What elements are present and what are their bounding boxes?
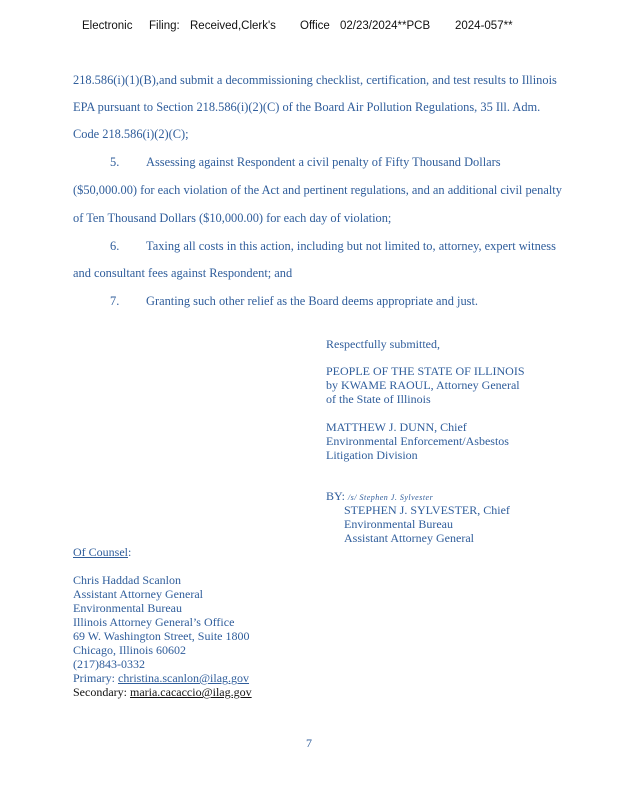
item-5-line-2: ($50,000.00) for each violation of the Act and pertinent regulations, and an additional civil penalty: [73, 183, 562, 197]
people-block: [326, 364, 525, 406]
of-counsel-heading-row: [73, 545, 131, 559]
people-line: PEOPLE OF THE STATE OF ILLINOIS: [326, 364, 525, 378]
item-7-line-1: Granting such other relief as the Board deems appropriate and just.: [146, 294, 479, 308]
secondary-label: Secondary:: [73, 685, 130, 699]
header-office: Office: [300, 20, 330, 32]
secondary-email-link[interactable]: maria.cacaccio@ilag.gov: [129, 685, 252, 699]
item-7-number: 7.: [110, 294, 120, 308]
respectfully-submitted: Respectfully submitted,: [326, 337, 440, 351]
item-6-number: 6.: [110, 239, 120, 253]
body-line-3: Code 218.586(i)(2)(C);: [73, 127, 189, 141]
counsel-bureau: Environmental Bureau: [73, 601, 182, 615]
item-5-number: 5.: [110, 155, 120, 169]
electronic-signature: /s/ Stephen J. Sylvester: [347, 493, 434, 502]
counsel-street: 69 W. Washington Street, Suite 1800: [73, 629, 250, 643]
body-line-1: 218.586(i)(1)(B),and submit a decommissioning checklist, certification, and test results to Illinois: [73, 73, 557, 87]
item-5-line-3: of Ten Thousand Dollars ($10,000.00) for each day of violation;: [73, 211, 392, 225]
counsel-block: [73, 573, 252, 699]
sylvester-line-1: STEPHEN J. SYLVESTER, Chief: [344, 503, 510, 517]
by-label: BY:: [326, 489, 345, 503]
body-line-2: EPA pursuant to Section 218.586(i)(2)(C) of the Board Air Pollution Regulations, 35 Ill. Adm.: [73, 100, 541, 114]
item-5-line-1: Assessing against Respondent a civil penalty of Fifty Thousand Dollars: [146, 155, 501, 169]
item-6-line-1: Taxing all costs in this action, including but not limited to, attorney, expert witness: [146, 239, 556, 253]
of-counsel-heading: Of Counsel: [73, 545, 128, 559]
dunn-line-3: Litigation Division: [326, 448, 418, 462]
item-6-line-2: and consultant fees against Respondent; and: [73, 266, 293, 280]
header-filing: Filing:: [149, 20, 180, 32]
primary-label: Primary:: [73, 671, 118, 685]
dunn-line-1: MATTHEW J. DUNN, Chief: [326, 420, 467, 434]
counsel-office: Illinois Attorney General’s Office: [73, 615, 235, 629]
counsel-primary-row: [73, 671, 252, 685]
page-number: 7: [306, 736, 312, 750]
header-case-number: 2024-057**: [455, 20, 513, 32]
sylvester-block: [344, 503, 510, 545]
counsel-phone: (217)843-0332: [73, 657, 145, 671]
primary-email-link[interactable]: christina.scanlon@ilag.gov: [118, 671, 250, 685]
dunn-block: [326, 420, 509, 462]
dunn-line-2: Environmental Enforcement/Asbestos: [326, 434, 509, 448]
sylvester-line-3: Assistant Attorney General: [344, 531, 474, 545]
attorney-general-line: by KWAME RAOUL, Attorney General: [326, 378, 520, 392]
sylvester-line-2: Environmental Bureau: [344, 517, 453, 531]
counsel-name: Chris Haddad Scanlon: [73, 573, 181, 587]
counsel-title: Assistant Attorney General: [73, 587, 203, 601]
of-state-line: of the State of Illinois: [326, 392, 431, 406]
counsel-city: Chicago, Illinois 60602: [73, 643, 186, 657]
counsel-secondary-row: [73, 685, 252, 699]
header-received: Received,Clerk's: [190, 20, 276, 32]
header-electronic: Electronic: [82, 20, 133, 32]
header-date-pcb: 02/23/2024**PCB: [340, 20, 431, 32]
of-counsel-colon: :: [128, 545, 132, 559]
